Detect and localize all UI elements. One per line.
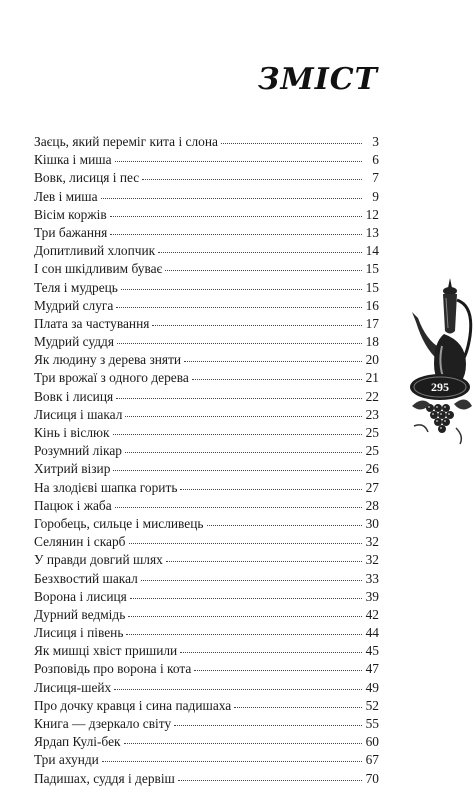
toc-entry-title: Три бажання — [34, 224, 108, 240]
toc-entry-title: Лисиця-шейх — [34, 679, 112, 695]
toc-entry-page: 14 — [365, 243, 379, 259]
toc-entry-page: 60 — [365, 734, 379, 750]
toc-entry-title: Плата за частування — [34, 315, 150, 331]
dot-leader — [124, 732, 362, 744]
dot-leader — [117, 332, 362, 344]
dot-leader — [121, 278, 362, 290]
dot-leader — [110, 205, 362, 217]
toc-entry — [34, 679, 379, 697]
toc-entry — [34, 333, 379, 351]
toc-entry-title: Вовк і лисиця — [34, 388, 114, 404]
toc-entry-page: 7 — [372, 170, 379, 186]
toc-entry-page: 17 — [365, 315, 379, 331]
toc-entry — [34, 697, 379, 715]
toc-entry-title: Розумний лікар — [34, 443, 122, 459]
toc-entry-page: 49 — [365, 679, 379, 695]
toc-entry — [34, 497, 379, 515]
toc-entry — [34, 515, 379, 533]
toc-entry-title: Ворона і лисиця — [34, 588, 127, 604]
toc-entry — [34, 588, 379, 606]
dot-leader — [152, 314, 362, 326]
dot-leader — [130, 587, 362, 599]
dot-leader — [114, 678, 362, 690]
dot-leader — [125, 405, 362, 417]
dot-leader — [165, 259, 362, 271]
toc-entry-page: 70 — [365, 770, 379, 786]
toc-entry — [34, 315, 379, 333]
toc-entry-title: Допитливий хлопчик — [34, 243, 156, 259]
toc-entry-page: 25 — [365, 443, 379, 459]
toc-entry — [34, 770, 379, 788]
dot-leader — [194, 659, 362, 671]
toc-entry-page: 32 — [365, 552, 379, 568]
toc-entry-title: Лисиця і півень — [34, 625, 124, 641]
toc-entry-title: Пацюк і жаба — [34, 497, 112, 513]
toc-entry-title: Хитрий візир — [34, 461, 111, 477]
toc-entry — [34, 351, 379, 369]
dot-leader — [178, 769, 362, 781]
dot-leader — [207, 514, 362, 526]
toc-entry — [34, 169, 379, 187]
dot-leader — [142, 168, 362, 180]
toc-entry-title: Ярдап Кулі-бек — [34, 734, 121, 750]
toc-entry — [34, 242, 379, 260]
toc-entry-title: Лев і миша — [34, 188, 98, 204]
toc-entry — [34, 442, 379, 460]
toc-entry-page: 23 — [365, 406, 379, 422]
dot-leader — [115, 150, 362, 162]
toc-entry — [34, 388, 379, 406]
toc-entry-title: Селянин і скарб — [34, 534, 126, 550]
toc-entry — [34, 479, 379, 497]
toc-entry-title: На злодієві шапка горить — [34, 479, 178, 495]
toc-entry-page: 42 — [365, 606, 379, 622]
dot-leader — [184, 350, 362, 362]
toc-entry — [34, 279, 379, 297]
dot-leader — [113, 459, 362, 471]
toc-entry-page: 15 — [365, 261, 379, 277]
toc-entry-page: 18 — [365, 334, 379, 350]
toc-entry-title: Три ахунди — [34, 752, 99, 768]
toc-entry — [34, 369, 379, 387]
toc-entry-page: 21 — [365, 370, 379, 386]
toc-entry-title: Як людину з дерева зняти — [34, 352, 182, 368]
dot-leader — [158, 241, 362, 253]
table-of-contents — [34, 133, 379, 788]
toc-entry — [34, 151, 379, 169]
toc-entry — [34, 570, 379, 588]
toc-entry — [34, 188, 379, 206]
toc-entry-title: Заєць, який переміг кита і слона — [34, 134, 218, 149]
dot-leader — [221, 132, 362, 144]
toc-entry-title: Кішка і миша — [34, 152, 112, 168]
dot-leader — [141, 569, 362, 581]
dot-leader — [128, 605, 362, 617]
toc-entry-page: 25 — [365, 425, 379, 440]
toc-entry-page: 26 — [365, 461, 379, 477]
toc-entry-title: У правди довгий шлях — [34, 552, 163, 568]
toc-entry — [34, 606, 379, 624]
toc-entry-title: Падишах, суддя і дервіш — [34, 770, 175, 786]
toc-entry-page: 13 — [365, 224, 379, 240]
dot-leader — [174, 714, 362, 726]
toc-entry-title: Про дочку кравця і сина падишаха — [34, 697, 232, 713]
toc-entry-page: 52 — [365, 697, 379, 713]
page-title: ЗМІСТ — [257, 62, 378, 97]
toc-entry — [34, 751, 379, 769]
toc-entry-title: Горобець, сильце і мисливець — [34, 515, 204, 531]
toc-entry-page: 15 — [365, 279, 379, 295]
toc-entry-page: 3 — [372, 134, 379, 149]
toc-entry-page: 39 — [365, 588, 379, 604]
dot-leader — [192, 368, 362, 380]
dot-leader — [125, 441, 362, 453]
toc-entry — [34, 715, 379, 733]
toc-entry — [34, 424, 379, 442]
toc-entry-page: 12 — [365, 206, 379, 222]
dot-leader — [116, 387, 362, 399]
toc-entry-page: 47 — [365, 661, 379, 677]
toc-entry-page: 9 — [372, 188, 379, 204]
toc-entry — [34, 642, 379, 660]
toc-entry-title: Дурний ведмідь — [34, 606, 126, 622]
dot-leader — [102, 750, 362, 762]
toc-entry-title: Як мишці хвіст пришили — [34, 643, 178, 659]
toc-entry-page: 45 — [365, 643, 379, 659]
jug-with-grapes-icon — [404, 276, 474, 466]
toc-entry-title: Три врожаї з одного дерева — [34, 370, 189, 386]
dot-leader — [113, 423, 362, 435]
toc-entry-title: Книга — дзеркало світу — [34, 716, 172, 731]
dot-leader — [234, 696, 362, 708]
toc-entry-page: 55 — [365, 716, 379, 731]
toc-entry-title: Вісім коржів — [34, 206, 107, 222]
toc-entry-page: 16 — [365, 297, 379, 313]
toc-entry — [34, 224, 379, 242]
dot-leader — [180, 478, 362, 490]
toc-entry-title: Вовк, лисиця і пес — [34, 170, 140, 186]
toc-entry — [34, 133, 379, 151]
dot-leader — [166, 550, 362, 562]
toc-entry-title: Розповідь про ворона і кота — [34, 661, 192, 677]
toc-entry-page: 33 — [365, 570, 379, 586]
dot-leader — [126, 623, 362, 635]
dot-leader — [180, 641, 362, 653]
dot-leader — [116, 296, 362, 308]
toc-entry-page: 67 — [365, 752, 379, 768]
dot-leader — [129, 532, 363, 544]
dot-leader — [101, 187, 362, 199]
toc-entry-page: 20 — [365, 352, 379, 368]
toc-entry-page: 44 — [365, 625, 379, 641]
toc-entry-title: Мудрий слуга — [34, 297, 114, 313]
toc-entry — [34, 297, 379, 315]
toc-entry — [34, 660, 379, 678]
toc-entry-page: 30 — [365, 515, 379, 531]
toc-entry — [34, 733, 379, 751]
toc-entry-page: 32 — [365, 534, 379, 550]
toc-entry-page: 6 — [372, 152, 379, 168]
toc-entry — [34, 533, 379, 551]
toc-entry-title: Мудрий суддя — [34, 334, 115, 350]
toc-entry — [34, 260, 379, 278]
toc-entry — [34, 624, 379, 642]
toc-entry — [34, 460, 379, 478]
toc-entry — [34, 551, 379, 569]
toc-entry-title: Кінь і віслюк — [34, 425, 110, 440]
toc-entry-title: Лисиця і шакал — [34, 406, 123, 422]
toc-entry-page: 28 — [365, 497, 379, 513]
toc-entry-title: Безхвостий шакал — [34, 570, 138, 586]
dot-leader — [115, 496, 362, 508]
toc-entry-page: 22 — [365, 388, 379, 404]
dot-leader — [110, 223, 362, 235]
toc-entry — [34, 206, 379, 224]
page-number: 295 — [431, 380, 449, 394]
toc-entry-title: Теля і мудрець — [34, 279, 118, 295]
toc-entry-title: І сон шкідливим буває — [34, 261, 163, 277]
toc-entry-page: 27 — [365, 479, 379, 495]
toc-entry — [34, 406, 379, 424]
